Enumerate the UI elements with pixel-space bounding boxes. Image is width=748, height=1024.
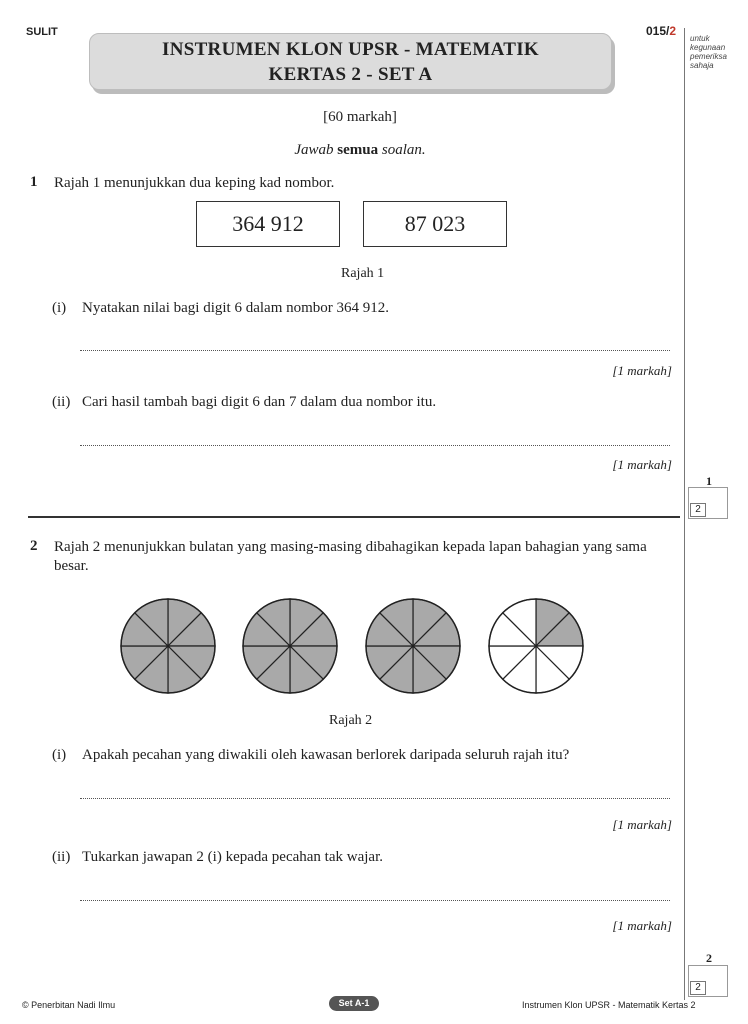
q1-part-i-mark: [1 markah] [612,363,672,378]
number-card-2: 87 023 [363,201,507,247]
q1-part-i-label: (i) [52,300,67,316]
classification-label: SULIT [26,26,58,38]
paper-code-main: 015/ [646,24,670,38]
total-marks: [60 markah] [323,109,397,125]
footer-page-label: Set A-1 [329,996,379,1011]
question-2-stem: Rajah 2 menunjukkan bulatan yang masing-masing dibahagikan kepada lapan bahagian yang sama besar. [54,539,647,574]
side-question-2-number: 2 [706,951,712,965]
examiner-note: untuk kegunaan pemeriksa sahaja [690,34,727,70]
side-marks-1: 2 [690,503,706,517]
figure-2-caption: Rajah 2 [329,713,373,728]
q2-part-i-label: (i) [52,747,67,763]
instruction-bold: semua [337,142,379,158]
side-marks-2: 2 [690,981,706,995]
side-question-1-number: 1 [706,474,712,488]
footer-series: Instrumen Klon UPSR - Matematik Kertas 2 [522,1000,696,1010]
fraction-circle-4 [489,599,583,693]
figure-1-caption: Rajah 1 [341,266,385,281]
q1-part-ii-mark: [1 markah] [612,457,672,472]
question-1-stem: Rajah 1 menunjukkan dua keping kad nombor. [54,175,335,191]
q1-part-i-text: Nyatakan nilai bagi digit 6 dalam nombor 364 912. [82,300,390,316]
side-score-box-1 [688,487,728,519]
title-banner [89,33,612,90]
instruction-pre: Jawab [294,142,338,158]
instruction [0,142,720,159]
fraction-circle-1 [121,599,215,693]
paper-code [646,24,676,38]
fraction-circles-figure [0,598,748,698]
question-1-number: 1 [30,174,38,190]
q2-part-i-text: Apakah pecahan yang diwakili oleh kawasan berlorek daripada seluruh rajah itu? [82,747,570,763]
q2-part-ii-text: Tukarkan jawapan 2 (i) kepada pecahan tak wajar. [82,849,383,865]
footer-publisher: © Penerbitan Nadi Ilmu [22,1000,116,1010]
q2-part-ii-mark: [1 markah] [612,918,672,933]
q1-part-ii-text: Cari hasil tambah bagi digit 6 dan 7 dalam dua nombor itu. [82,394,437,410]
question-divider [28,516,680,518]
q1-part-ii-label: (ii) [52,394,71,410]
paper-code-suffix: 2 [669,24,677,38]
fraction-circle-2 [243,599,337,693]
q2-part-i-answer-line[interactable] [80,798,670,799]
fraction-circle-3 [366,599,460,693]
question-2-number: 2 [30,538,38,554]
q2-part-i-mark: [1 markah] [612,817,672,832]
q2-part-ii-label: (ii) [52,849,71,865]
title-line-1: INSTRUMEN KLON UPSR - MATEMATIK [162,39,539,60]
number-card-1: 364 912 [196,201,340,247]
margin-rule [684,28,685,1000]
side-score-box-2 [688,965,728,997]
q2-part-ii-answer-line[interactable] [80,900,670,901]
instruction-post: soalan. [378,142,426,158]
q1-part-ii-answer-line[interactable] [80,445,670,446]
q1-part-i-answer-line[interactable] [80,350,670,351]
title-line-2: KERTAS 2 - SET A [268,64,433,85]
